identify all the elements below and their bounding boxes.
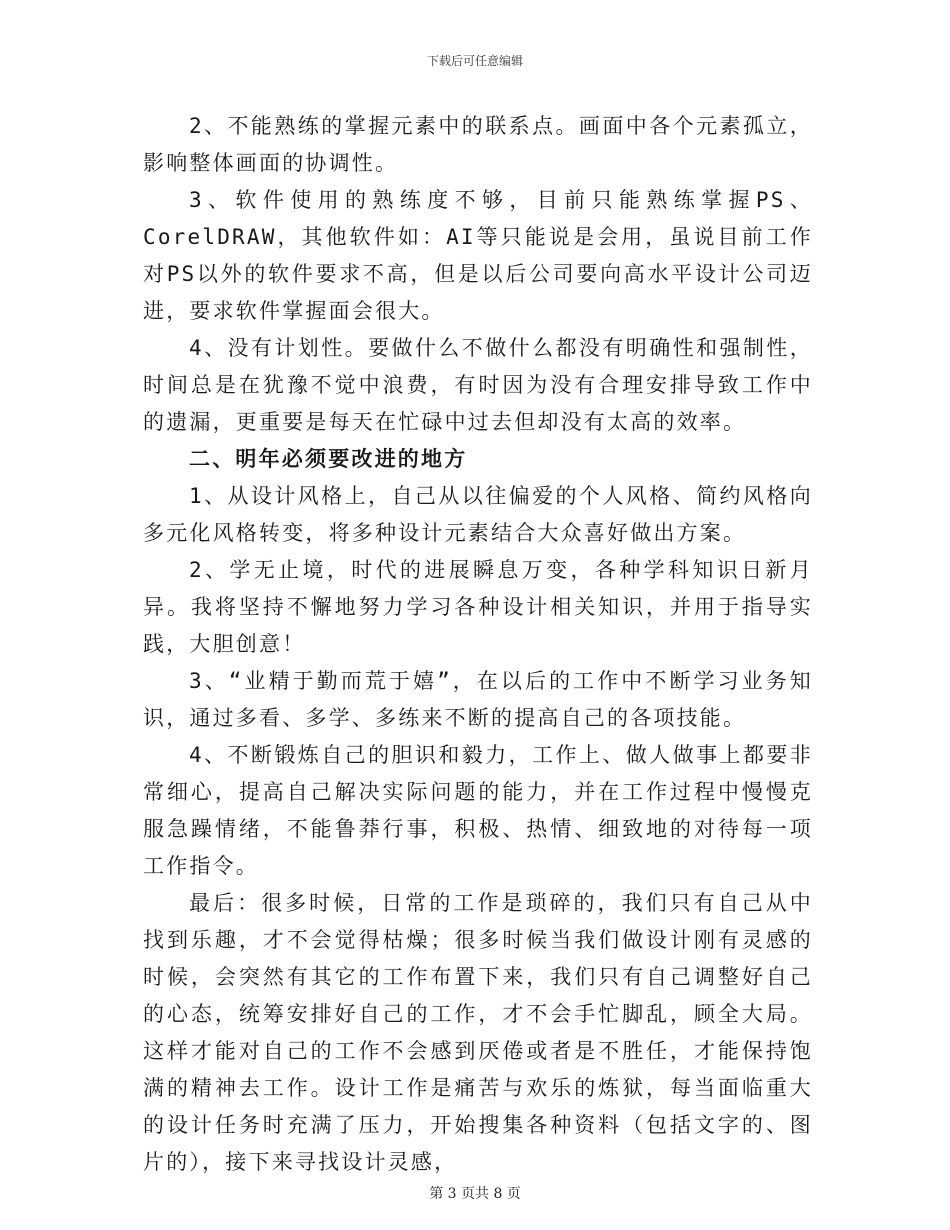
paragraph-improvement-3: 3、“业精于勤而荒于嬉”，在以后的工作中不断学习业务知识，通过多看、多学、多练来不断的提高自己的各项技能。	[143, 669, 813, 730]
document-body	[143, 108, 813, 1181]
page-footer: 第 3 页共 8 页	[429, 1186, 521, 1202]
paragraph-problem-2: 2、不能熟练的掌握元素中的联系点。画面中各个元素孤立，影响整体画面的协调性。	[143, 114, 813, 175]
paragraph-problem-4: 4、没有计划性。要做什么不做什么都没有明确性和强制性，时间总是在犹豫不觉中浪费，有时因为没有合理安排导致工作中的遗漏，更重要是每天在忙碌中过去但却没有太高的效率。	[143, 336, 813, 434]
page-header: 下载后可任意编辑	[426, 54, 523, 68]
paragraph-problem-3: 3、软件使用的熟练度不够，目前只能熟练掌握PS、CorelDRAW，其他软件如：AI等只能说是会用，虽说目前工作对PS以外的软件要求不高，但是以后公司要向高水平设计公司迈进，要求软件掌握面会很大。	[143, 188, 813, 323]
paragraph-improvement-2: 2、学无止境，时代的进展瞬息万变，各种学科知识日新月异。我将坚持不懈地努力学习各种设计相关知识，并用于指导实践，大胆创意！	[143, 558, 813, 656]
paragraph-improvement-1: 1、从设计风格上，自己从以往偏爱的个人风格、简约风格向多元化风格转变，将多种设计元素结合大众喜好做出方案。	[143, 484, 813, 545]
paragraph-conclusion: 最后：很多时候，日常的工作是琐碎的，我们只有自己从中找到乐趣，才不会觉得枯燥；很多时候当我们做设计刚有灵感的时候，会突然有其它的工作布置下来，我们只有自己调整好自己的心态，统筹安排好自己的工作，才不会手忙脚乱，顾全大局。这样才能对自己的工作不会感到厌倦或者是不胜任，才能保持饱满的精神去工作。设计工作是痛苦与欢乐的炼狱，每当面临重大的设计任务时充满了压力，开始搜集各种资料（包括文字的、图片的），接下来寻找设计灵感，	[143, 891, 813, 1174]
paragraph-improvement-4: 4、不断锻炼自己的胆识和毅力，工作上、做人做事上都要非常细心，提高自己解决实际问题的能力，并在工作过程中慢慢克服急躁情绪，不能鲁莽行事，积极、热情、细致地的对待每一项工作指令。	[143, 743, 813, 878]
section-heading: 二、明年必须要改进的地方	[189, 447, 468, 471]
